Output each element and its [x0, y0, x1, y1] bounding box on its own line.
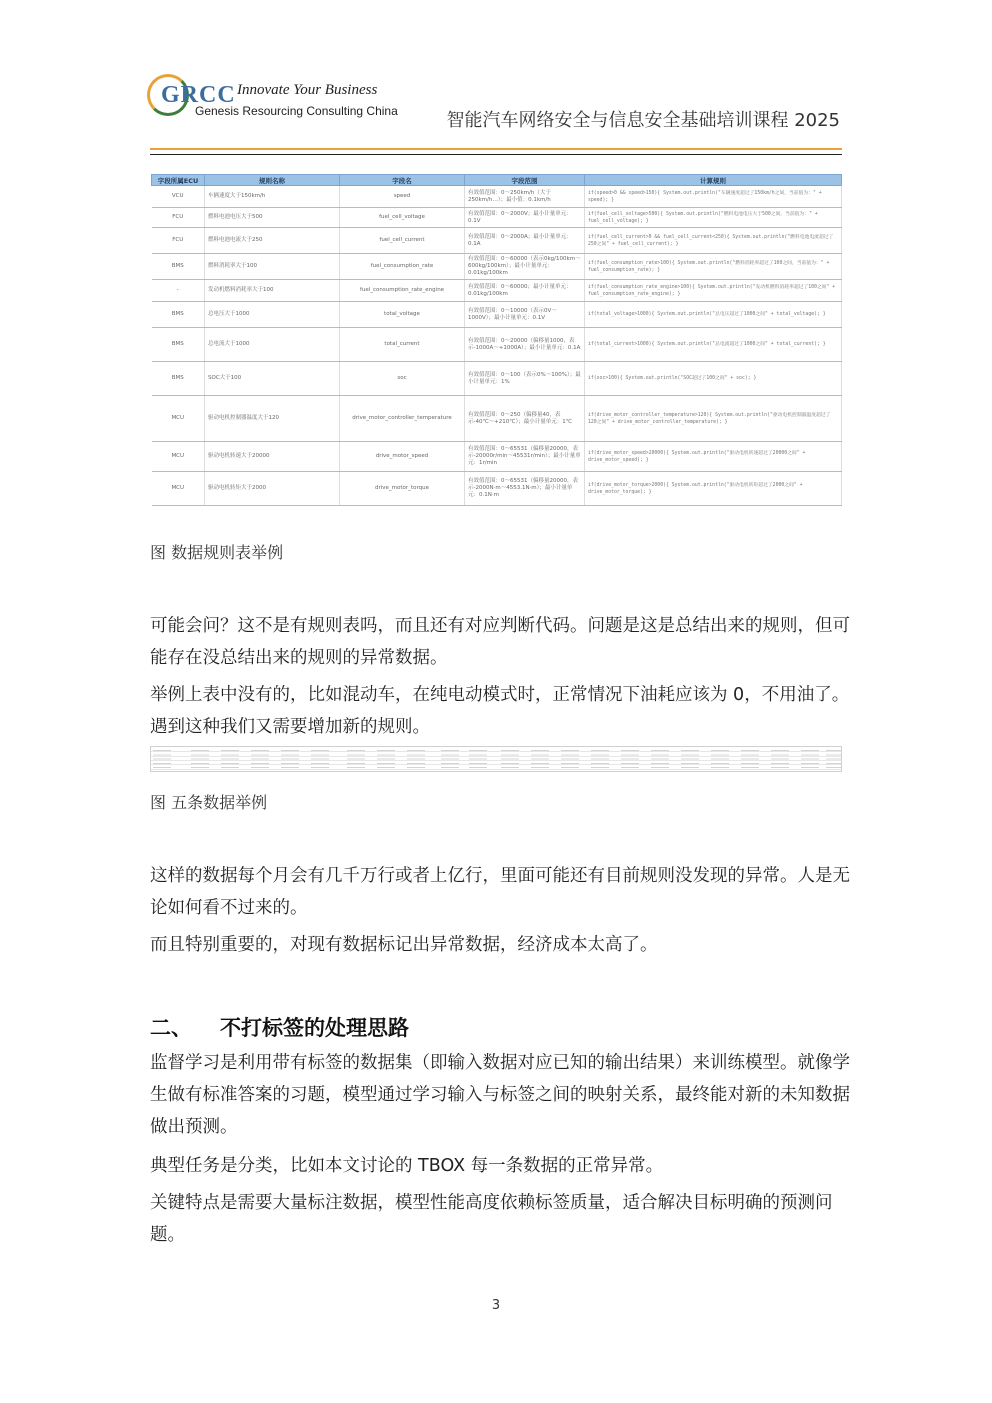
table-header-row	[152, 175, 842, 186]
table-row	[152, 186, 842, 208]
page-number: 3	[491, 1298, 501, 1313]
field-range-cell: 有效值范围：0～60000（表示0kg/100km～600kg/100km）；最小计量单元：0.01kg/100km	[465, 254, 585, 280]
ecu-cell: VCU	[152, 186, 205, 208]
strip-cell	[311, 750, 329, 770]
logic-cell: if(fuel_cell_voltage>500){ System.out.println("燃料电池电压大于500之间，当前值为：" + fuel_cell_voltage); }	[585, 208, 842, 228]
field-range-cell: 有效值范围：0～250（偏移量40，表示-40℃～+210℃）；最小计量单元：1℃	[465, 396, 585, 442]
header-divider-orange	[150, 148, 842, 150]
strip-cell	[651, 750, 669, 770]
field-range-cell: 有效值范围：0～10000（表示0V～1000V）；最小计量单元：0.1V	[465, 302, 585, 328]
data-rule-table	[151, 174, 842, 506]
field-name-cell: fuel_cell_voltage	[340, 208, 465, 228]
section-heading	[150, 1012, 409, 1042]
field-range-cell: 有效值范围：0～2000V；最小计量单元：0.1V	[465, 208, 585, 228]
logo-tagline: Innovate Your Business	[237, 82, 378, 98]
strip-cell	[591, 750, 609, 770]
ecu-cell: MCU	[152, 472, 205, 506]
paragraph: 举例上表中没有的，比如混动车，在纯电动模式时，正常情况下油耗应该为 0，不用油了。遇到这种我们又需要增加新的规则。	[150, 685, 850, 737]
logic-cell: if(fuel_cell_current>0 && fuel_cell_current<250){ System.out.println("燃料电池电流超过了250之间" + fuel_cell_current); }	[585, 228, 842, 254]
ecu-cell: MCU	[152, 442, 205, 472]
field-name-cell: fuel_consumption_rate	[340, 254, 465, 280]
field-range-cell: 有效值范围：0～100（表示0%～100%）；最小计量单元：1%	[465, 362, 585, 396]
strip-cell	[826, 750, 842, 770]
paragraph: 而且特别重要的，对现有数据标记出异常数据，经济成本太高了。	[150, 935, 658, 955]
field-range-cell: 有效值范围：0～65531（偏移量20000，表示-20000r/min～45531r/min）；最小计量单元：1r/min	[465, 442, 585, 472]
ecu-cell: BMS	[152, 254, 205, 280]
field-range-cell: 有效值范围：0～20000（偏移量1000，表示-1000A～+1000A）；最小计量单元：0.1A	[465, 328, 585, 362]
column-header: 字段名	[340, 175, 465, 186]
strip-cell	[501, 750, 519, 770]
table-row	[152, 302, 842, 328]
paragraph: 可能会问？这不是有规则表吗，而且还有对应判断代码。问题是这是总结出来的规则，但可能存在没总结出来的规则的异常数据。	[150, 616, 850, 668]
logo-letters: GRCC	[161, 82, 236, 108]
strip-cell	[801, 750, 819, 770]
rule-name-cell: 发动机燃料消耗率大于100	[205, 280, 340, 302]
logic-cell: if(fuel_consumption_rate_engine>100){ System.out.println("发动机燃料消耗率超过了100之间" + fuel_consumption_rate_engine); }	[585, 280, 842, 302]
rule-name-cell: 驱动电机控制器温度大于120	[205, 396, 340, 442]
table-row	[152, 362, 842, 396]
grcc-logo	[147, 72, 398, 122]
column-header: 规则名称	[205, 175, 340, 186]
rule-name-cell: 总电压大于1000	[205, 302, 340, 328]
field-name-cell: fuel_consumption_rate_engine	[340, 280, 465, 302]
strip-cell	[377, 750, 395, 770]
field-name-cell: speed	[340, 186, 465, 208]
logo-company-name: Genesis Resourcing Consulting China	[195, 104, 398, 118]
field-name-cell: drive_motor_speed	[340, 442, 465, 472]
ecu-cell: BMS	[152, 302, 205, 328]
ecu-cell: FCU	[152, 228, 205, 254]
ecu-cell: -	[152, 280, 205, 302]
table-row	[152, 472, 842, 506]
table-row	[152, 442, 842, 472]
rule-name-cell: 燃料电池电压大于500	[205, 208, 340, 228]
rule-name-cell: SOC大于100	[205, 362, 340, 396]
field-name-cell: drive_motor_controller_temperature	[340, 396, 465, 442]
table-row	[152, 254, 842, 280]
strip-cell	[621, 750, 639, 770]
strip-cell	[441, 750, 459, 770]
strip-cell	[153, 750, 171, 770]
field-range-cell: 有效值范围：0～60000；最小计量单元：0.01kg/100km	[465, 280, 585, 302]
rule-name-cell: 车辆速度大于150km/h	[205, 186, 340, 208]
field-range-cell: 有效值范围：0～250km/h（大于250km/h…）；最小值：0.1km/h	[465, 186, 585, 208]
figure-caption: 图 数据规则表举例	[150, 543, 284, 562]
strip-cell	[191, 750, 209, 770]
table-row	[152, 280, 842, 302]
ecu-cell: FCU	[152, 208, 205, 228]
section-number: 二、	[150, 1016, 192, 1040]
rule-name-cell: 驱动电机转速大于20000	[205, 442, 340, 472]
ecu-cell: MCU	[152, 396, 205, 442]
rule-name-cell: 燃料电池电流大于250	[205, 228, 340, 254]
field-name-cell: fuel_cell_current	[340, 228, 465, 254]
rule-name-cell: 驱动电机转矩大于2000	[205, 472, 340, 506]
logic-cell: if(total_current>1000){ System.out.println("总电流超过了1000之间" + total_current); }	[585, 328, 842, 362]
column-header: 计算规则	[585, 175, 842, 186]
field-name-cell: total_voltage	[340, 302, 465, 328]
paragraph: 关键特点是需要大量标注数据，模型性能高度依赖标签质量，适合解决目标明确的预测问题。	[150, 1193, 833, 1245]
logic-cell: if(drive_motor_controller_temperature>120){ System.out.println("驱动电机控制器温度超过了120之间" + drive_motor_controller_temperature); }	[585, 396, 842, 442]
table-row	[152, 208, 842, 228]
field-name-cell: drive_motor_torque	[340, 472, 465, 506]
course-title: 智能汽车网络安全与信息安全基础培训课程 2025	[446, 110, 840, 131]
ecu-cell: BMS	[152, 328, 205, 362]
five-rows-data-figure	[150, 746, 842, 772]
ecu-cell: BMS	[152, 362, 205, 396]
paragraph: 监督学习是利用带有标签的数据集（即输入数据对应已知的输出结果）来训练模型。就像学生做有标准答案的习题，模型通过学习输入与标签之间的映射关系，最终能对新的未知数据做出预测。	[150, 1053, 850, 1137]
rule-name-cell: 总电流大于1000	[205, 328, 340, 362]
strip-cell	[347, 750, 365, 770]
strip-cell	[407, 750, 425, 770]
column-header: 字段所属ECU	[152, 175, 205, 186]
logic-cell: if(drive_motor_speed>20000){ System.out.println("驱动电机转速超过了20000之间" + drive_motor_speed); }	[585, 442, 842, 472]
strip-cell	[469, 750, 487, 770]
logic-cell: if(fuel_consumption_rate>100){ System.out.println("燃料消耗率超过了100之间，当前值为：" + fuel_consumption_rate); }	[585, 254, 842, 280]
strip-cell	[711, 750, 729, 770]
paragraph: 这样的数据每个月会有几千万行或者上亿行，里面可能还有目前规则没发现的异常。人是无论如何看不过来的。	[150, 866, 850, 918]
strip-cell	[221, 750, 239, 770]
table-row	[152, 396, 842, 442]
field-name-cell: total_current	[340, 328, 465, 362]
field-name-cell: soc	[340, 362, 465, 396]
rule-name-cell: 燃料消耗率大于100	[205, 254, 340, 280]
figure-caption: 图 五条数据举例	[150, 793, 268, 812]
section-title: 不打标签的处理思路	[220, 1016, 409, 1040]
column-header: 字段范围	[465, 175, 585, 186]
table-row	[152, 328, 842, 362]
paragraph: 典型任务是分类，比如本文讨论的 TBOX 每一条数据的正常异常。	[150, 1156, 664, 1176]
field-range-cell: 有效值范围：0～2000A；最小计量单元：0.1A	[465, 228, 585, 254]
logic-cell: if(drive_motor_torque>2000){ System.out.println("驱动电机转矩超过了2000之间" + drive_motor_torque); }	[585, 472, 842, 506]
header-divider-black	[150, 154, 842, 155]
table-row	[152, 228, 842, 254]
logic-cell: if(total_voltage>1000){ System.out.println("总电压超过了1000之间" + total_voltage); }	[585, 302, 842, 328]
strip-cell	[251, 750, 269, 770]
strip-cell	[681, 750, 699, 770]
logic-cell: if(speed>0 && speed>150){ System.out.println("车辆速度超过了150km/h之间，当前值为：" + speed); }	[585, 186, 842, 208]
strip-cell	[771, 750, 789, 770]
field-range-cell: 有效值范围：0～65531（偏移量20000，表示-2000N·m～4553.1N·m）；最小计量单元：0.1N·m	[465, 472, 585, 506]
strip-cell	[741, 750, 759, 770]
strip-cell	[561, 750, 579, 770]
strip-cell	[281, 750, 299, 770]
logic-cell: if(soc>100){ System.out.println("SOC超过了100之间" + soc); }	[585, 362, 842, 396]
strip-cell	[531, 750, 549, 770]
